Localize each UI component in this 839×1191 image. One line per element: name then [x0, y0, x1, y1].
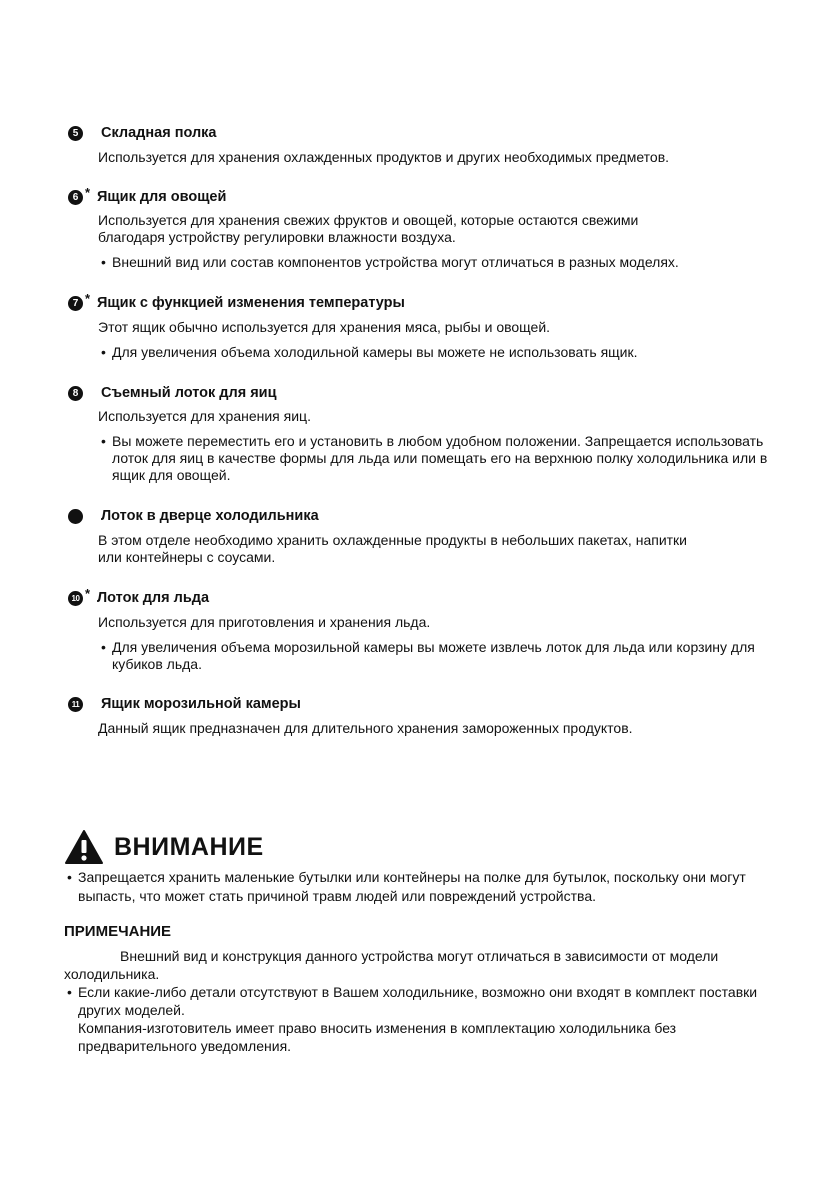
item-bullet: • Внешний вид или состав компонентов устройства могут отличаться в разных моделях.: [98, 254, 798, 271]
star-marker: *: [85, 290, 91, 306]
item-title: Ящик для овощей: [97, 189, 227, 205]
item-text: Используется для хранения свежих фруктов и овощей, которые остаются свежими: [98, 212, 639, 228]
item-bullet: • Для увеличения объема морозильной камеры вы можете извлечь лоток для льда или корзину для кубиков льда.: [98, 639, 782, 673]
note-extra: Компания-изготовитель имеет право вносить изменения в комплектацию холодильника без предварительного уведомления.: [78, 1020, 677, 1054]
warning-text: • Запрещается хранить маленькие бутылки или контейнеры на полке для бутылок, поскольку они могут выпасть, что может стать причиной травм людей или повреждений устройства.: [64, 868, 798, 906]
item-header: [68, 694, 798, 714]
item-text: Этот ящик обычно используется для хранения мяса, рыбы и овощей.: [98, 319, 551, 335]
warning-triangle-icon: [64, 829, 104, 865]
item-header: [68, 290, 798, 313]
note-body: [64, 947, 794, 1055]
item-text: Используется для приготовления и хранения льда.: [98, 614, 431, 630]
number-badge: [68, 509, 83, 524]
item-text: благодаря устройству регулировки влажности воздуха.: [98, 229, 456, 245]
item-bullet: • Вы можете переместить его и установить в любом удобном положении. Запрещается использовать лоток для яиц в качестве формы для льда или помещать его на верхнюю полку холодильника или в ящик для овощей.: [98, 433, 787, 484]
note-title: ПРИМЕЧАНИЕ: [64, 923, 172, 940]
item-text: В этом отделе необходимо хранить охлажденные продукты в небольших пакетах, напитки: [98, 532, 687, 548]
star-marker: *: [85, 184, 91, 200]
item-title: Съемный лоток для яиц: [101, 385, 277, 401]
note-intro: Внешний вид и конструкция данного устройства могут отличаться в зависимости от модели холодильника.: [64, 948, 719, 982]
warning-title: ВНИМАНИЕ: [114, 832, 264, 861]
item-text: Используется для хранения яиц.: [98, 408, 311, 424]
number-badge: 6: [68, 190, 83, 205]
item-door-tray: [68, 506, 798, 566]
warning-header: [64, 827, 784, 867]
item-title: Ящик с функцией изменения температуры: [97, 295, 405, 311]
note-bullet: • Если какие-либо детали отсутствуют в Вашем холодильнике, возможно они входят в комплект поставки других моделей.: [64, 983, 794, 1019]
item-title: Лоток в дверце холодильника: [101, 508, 319, 524]
item-header: [68, 506, 798, 526]
item-temp-drawer: [68, 290, 798, 361]
number-badge: 8: [68, 386, 83, 401]
number-badge: 10: [68, 591, 83, 606]
item-header: [68, 585, 798, 608]
item-text: Используется для хранения охлажденных продуктов и других необходимых предметов.: [98, 149, 670, 165]
item-ice-tray: [68, 585, 798, 673]
item-egg-tray: [68, 383, 798, 484]
item-bullet: • Для увеличения объема холодильной камеры вы можете не использовать ящик.: [98, 344, 798, 361]
number-badge: 7: [68, 296, 83, 311]
item-header: [68, 184, 798, 207]
item-vegetable-drawer: [68, 184, 798, 271]
item-title: Ящик морозильной камеры: [101, 696, 301, 712]
item-header: [68, 383, 798, 403]
item-header: [68, 123, 798, 143]
item-text: или контейнеры с соусами.: [98, 549, 276, 565]
item-freezer-drawer: [68, 694, 798, 737]
star-marker: *: [85, 585, 91, 601]
item-text: Данный ящик предназначен для длительного хранения замороженных продуктов.: [98, 720, 633, 736]
number-badge: 5: [68, 126, 83, 141]
number-badge: 11: [68, 697, 83, 712]
item-title: Лоток для льда: [97, 590, 210, 606]
item-title: Складная полка: [101, 125, 217, 141]
item-folding-shelf: [68, 123, 798, 166]
